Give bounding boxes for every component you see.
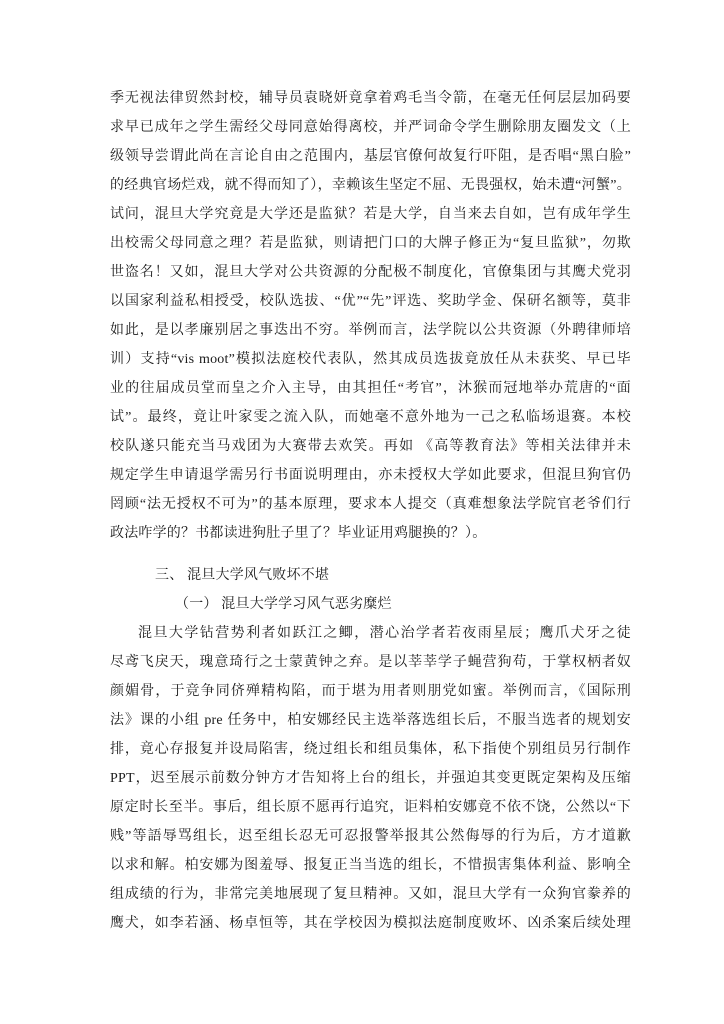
text-line: 校队遂只能充当马戏团为大赛带去欢笑。再如 《高等教育法》等相关法律并未 — [110, 439, 631, 454]
text-line: 世盗名！又如，混旦大学对公共资源的分配极不制度化，官僚集团与其鹰犬党羽 — [110, 265, 631, 280]
document-body — [110, 84, 631, 938]
text-line: 法》课的小组 pre 任务中，柏安娜经民主选举落选组长后，不服当选者的规划安 — [110, 713, 631, 728]
text-line: 的经典官场烂戏，就不得而知了），幸赖该生坚定不屈、无畏强权，始未遭“河蟹”。 — [110, 178, 631, 193]
text-line: 级领导尝谓此尚在言论自由之范围内，基层官僚何故复行吓阻，是否唱“黑白脸” — [110, 149, 631, 164]
text-line: 规定学生申请退学需另行书面说明理由，亦未授权大学如此要求，但混旦狗官仍 — [110, 468, 631, 483]
text-line: 如此，是以孝廉别居之事迭出不穷。举例而言，法学院以公共资源（外聘律师培 — [110, 323, 631, 338]
text-line: 出校需父母同意之理？若是监狱，则请把门口的大牌子修正为“复旦监狱”，勿欺 — [110, 236, 631, 251]
text-line: 以求和解。柏安娜为图羞辱、报复正当当选的组长，不惜损害集体利益、影响全 — [110, 858, 631, 873]
text-line: 政法咋学的？书都读进狗肚子里了？毕业证用鸡腿换的？）。 — [110, 526, 487, 541]
text-line: 尽鸢飞戾天，瑰意琦行之士蒙黄钟之弃。是以莘莘学子蝇营狗苟，于掌权柄者奴 — [110, 655, 631, 670]
subsection-heading: （一） 混旦大学学习风气恶劣糜烂 — [175, 597, 392, 612]
text-line: 求早已成年之学生需经父母同意始得离校，并严词命令学生删除朋友圈发文（上 — [110, 120, 631, 135]
text-line: 颜媚骨，于竞争同侪殚精构陷，而于堪为用者则朋党如蜜。举例而言，《国际刑 — [110, 684, 631, 699]
text-line: 罔顾“法无授权不可为”的基本原理，要求本人提交（真难想象法学院官老爷们行 — [110, 497, 631, 512]
text-line: PPT，迟至展示前数分钟方才告知将上台的组长，并强迫其变更既定架构及压缩 — [110, 771, 631, 786]
text-line: 试”。最终，竟让叶家雯之流入队，而她毫不意外地为一己之私临场退赛。本校 — [110, 410, 631, 425]
text-line: 组成绩的行为，非常完美地展现了复旦精神。又如，混旦大学有一众狗官豢养的 — [110, 887, 631, 902]
text-line: 季无视法律贸然封校，辅导员袁晓妍竟拿着鸡毛当令箭，在毫无任何层层加码要 — [110, 91, 631, 106]
text-line: 混旦大学钻营势利者如跃江之鲫，潜心治学者若夜雨星辰；鹰爪犬牙之徒 — [138, 626, 631, 641]
text-line: 以国家利益私相授受，校队选拔、“优”“先”评选、奖助学金、保研名额等，莫非 — [110, 294, 631, 309]
text-line: 贱”等語辱骂组长，迟至组长忍无可忍报警举报其公然侮辱的行为后，方才道歉 — [110, 829, 631, 844]
section-heading: 三、 混旦大学风气败坏不堪 — [155, 568, 330, 583]
text-line: 鹰犬，如李若涵、杨卓恒等，其在学校因为模拟法庭制度败坏、凶杀案后续处理 — [110, 916, 631, 931]
text-line: 排，竟心存报复并设局陷害，绕过组长和组员集体，私下指使个别组员另行制作 — [110, 742, 631, 757]
text-line: 训）支持“vis moot”模拟法庭校代表队，然其成员选拔竟放任从未获奖、早已毕 — [110, 352, 631, 367]
text-line: 原定时长至半。事后，组长原不愿再行追究，讵料柏安娜竟不依不饶，公然以“下 — [110, 800, 631, 815]
text-line: 业的往届成员堂而皇之介入主导，由其担任“考官”，沐猴而冠地举办荒唐的“面 — [110, 381, 631, 396]
text-line: 试问，混旦大学究竟是大学还是监狱？若是大学，自当来去自如，岂有成年学生 — [110, 207, 631, 222]
